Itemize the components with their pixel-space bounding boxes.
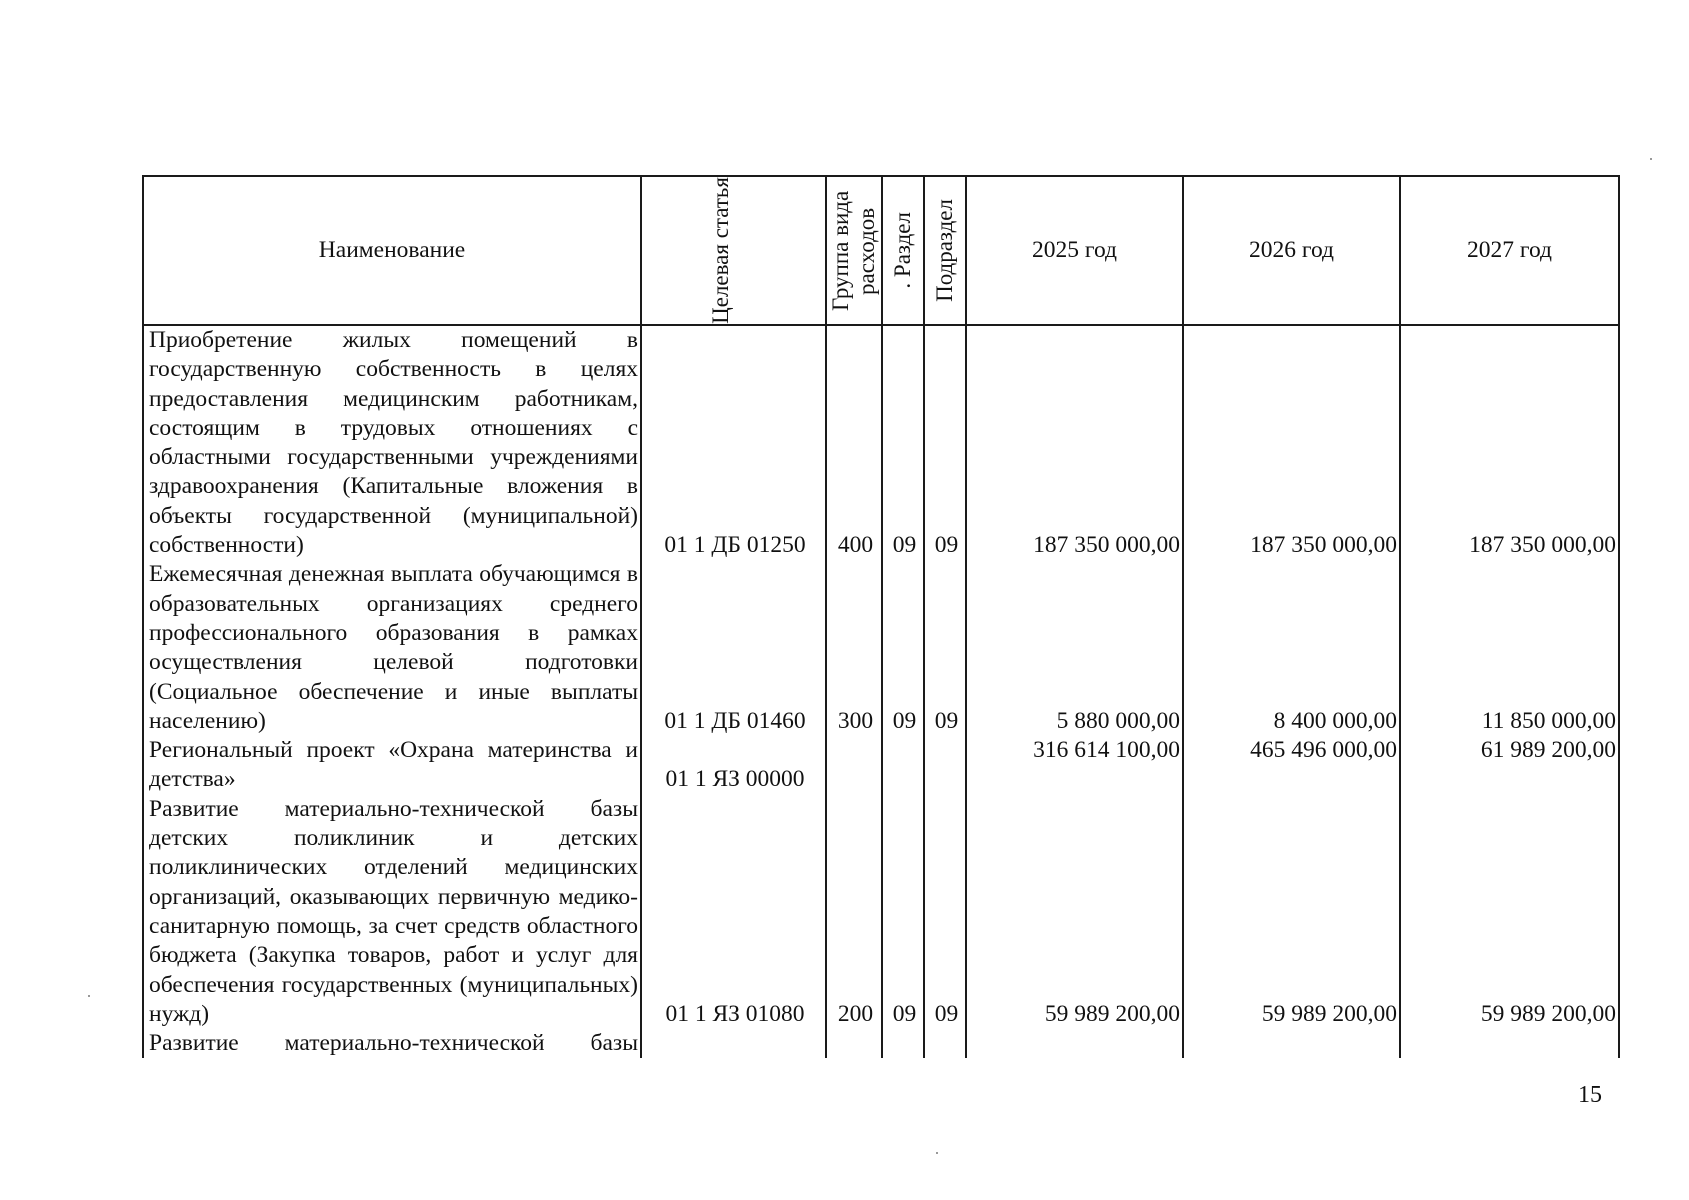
row-subsection — [924, 1029, 966, 1058]
row-amount-2025: 59 989 200,00 — [966, 795, 1183, 1029]
row-amount-2025: 5 880 000,00 — [966, 560, 1183, 736]
budget-table — [142, 175, 1620, 1058]
row-expense-group: 300 — [826, 560, 882, 736]
row-amount-2025: 316 614 100,00 — [966, 736, 1183, 795]
row-amount-2027 — [1400, 1029, 1619, 1058]
header-section: . Раздел — [882, 176, 924, 325]
row-amount-2025: 187 350 000,00 — [966, 325, 1183, 560]
row-target-article: 01 1 ДБ 01460 — [641, 560, 826, 736]
row-target-article: 01 1 ЯЗ 00000 — [641, 736, 826, 795]
row-expense-group — [826, 736, 882, 795]
row-expense-group — [826, 1029, 882, 1058]
header-target: Целевая статья — [641, 176, 826, 325]
scan-speck — [1650, 158, 1652, 160]
table-row — [143, 1029, 1619, 1058]
header-year-2025: 2025 год — [966, 176, 1183, 325]
table-row — [143, 795, 1619, 1029]
header-year-2026: 2026 год — [1183, 176, 1400, 325]
row-name: Приобретение жилых помещений в государственную собственность в целях предоставления медицинским работникам, состоящим в трудовых отношениях с областными государственными учреждениями здравоохранения (Капитальные вложения в объекты государственной (муниципальной) собственности) — [143, 325, 641, 560]
row-target-article: 01 1 ДБ 01250 — [641, 325, 826, 560]
row-section: 09 — [882, 560, 924, 736]
row-subsection: 09 — [924, 795, 966, 1029]
row-subsection: 09 — [924, 325, 966, 560]
row-amount-2027: 61 989 200,00 — [1400, 736, 1619, 795]
row-amount-2025 — [966, 1029, 1183, 1058]
row-section: 09 — [882, 795, 924, 1029]
row-amount-2026: 187 350 000,00 — [1183, 325, 1400, 560]
row-amount-2026 — [1183, 1029, 1400, 1058]
row-amount-2027: 187 350 000,00 — [1400, 325, 1619, 560]
row-section — [882, 736, 924, 795]
row-name: Развитие материально-технической базы — [143, 1029, 641, 1058]
row-amount-2027: 11 850 000,00 — [1400, 560, 1619, 736]
row-expense-group: 200 — [826, 795, 882, 1029]
row-expense-group: 400 — [826, 325, 882, 560]
row-subsection: 09 — [924, 560, 966, 736]
table-row — [143, 736, 1619, 795]
scan-speck — [88, 995, 90, 997]
row-section: 09 — [882, 325, 924, 560]
row-name: Ежемесячная денежная выплата обучающимся в образовательных организациях среднего профессионального образования в рамках осуществления целевой подготовки (Социальное обеспечение и иные выплаты населению) — [143, 560, 641, 736]
header-group: Группа вида расходов — [826, 176, 882, 325]
row-subsection — [924, 736, 966, 795]
header-subsection: Подраздел — [924, 176, 966, 325]
header-name: Наименование — [143, 176, 641, 325]
row-target-article: 01 1 ЯЗ 01080 — [641, 795, 826, 1029]
table-row — [143, 560, 1619, 736]
row-name: Региональный проект «Охрана материнства и детства» — [143, 736, 641, 795]
row-amount-2026: 465 496 000,00 — [1183, 736, 1400, 795]
row-amount-2026: 8 400 000,00 — [1183, 560, 1400, 736]
page-number: 15 — [1578, 1082, 1602, 1108]
row-amount-2027: 59 989 200,00 — [1400, 795, 1619, 1029]
row-section — [882, 1029, 924, 1058]
row-amount-2026: 59 989 200,00 — [1183, 795, 1400, 1029]
row-name: Развитие материально-технической базы детских поликлиник и детских поликлинических отделений медицинских организаций, оказывающих первичную медико-санитарную помощь, за счет средств областного бюджета (Закупка товаров, работ и услуг для обеспечения государственных (муниципальных) нужд) — [143, 795, 641, 1029]
scan-speck — [936, 1152, 938, 1154]
header-year-2027: 2027 год — [1400, 176, 1619, 325]
row-target-article — [641, 1029, 826, 1058]
table-row — [143, 325, 1619, 560]
table-header-row — [143, 176, 1619, 325]
